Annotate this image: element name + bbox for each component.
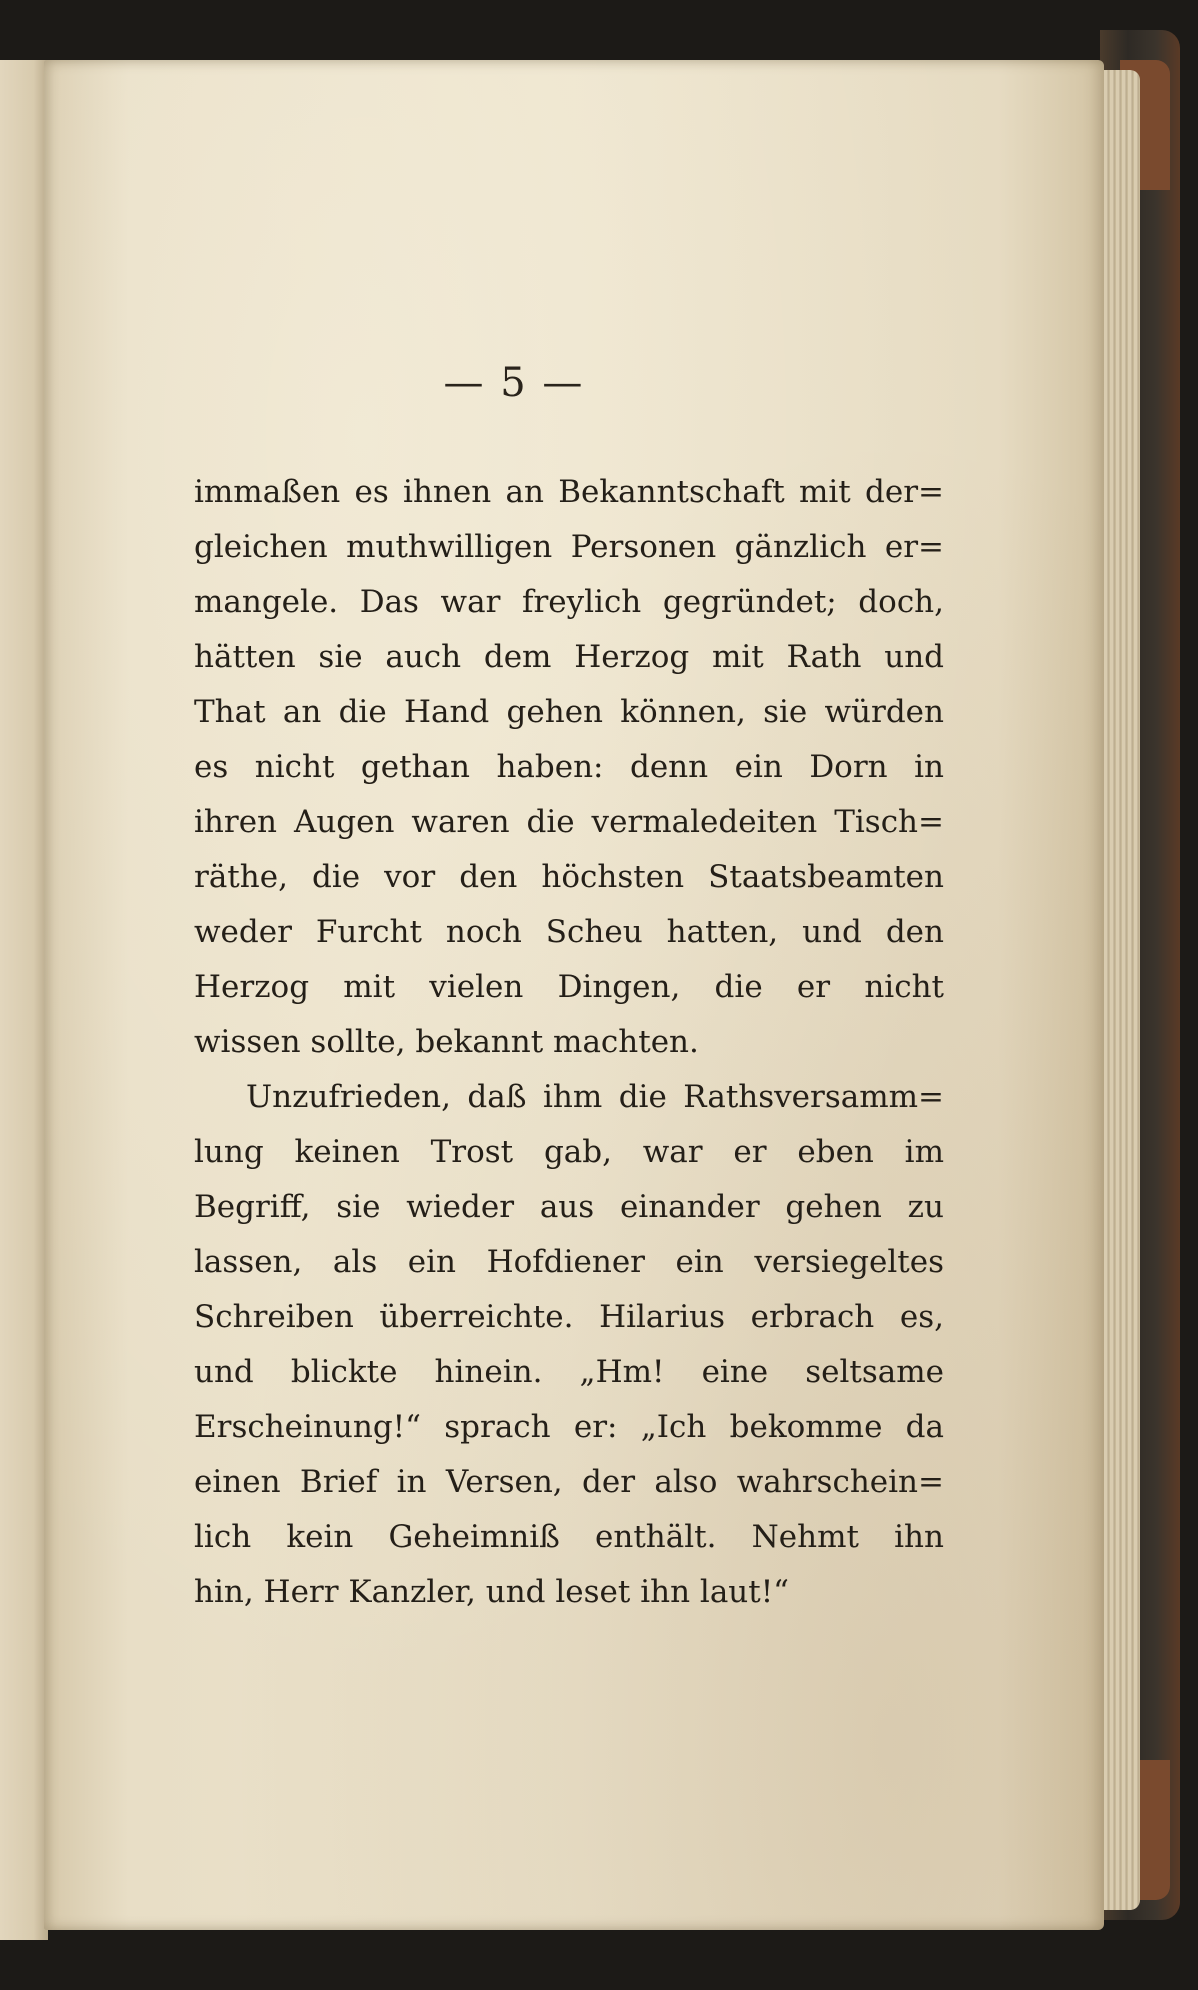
text-line: immaßen es ihnen an Bekanntschaft mit der= [194, 474, 944, 510]
text-line: es nicht gethan haben: denn ein Dorn in [194, 749, 944, 785]
facing-page-edge [0, 60, 48, 1940]
body-text [194, 465, 944, 1620]
text-line-paragraph-end: hin, Herr Kanzler, und leset ihn laut!“ [194, 1574, 790, 1610]
text-line: und blickte hinein. „Hm! eine seltsame [194, 1354, 944, 1390]
book-page [44, 60, 1104, 1930]
text-line: Begriff, sie wieder aus einander gehen zu [194, 1189, 944, 1225]
text-line: lich kein Geheimniß enthält. Nehmt ihn [194, 1519, 944, 1555]
text-line: einen Brief in Versen, der also wahrschein= [194, 1464, 944, 1500]
text-line: lung keinen Trost gab, war er eben im [194, 1134, 944, 1170]
text-line: That an die Hand gehen können, sie würden [194, 694, 944, 730]
text-line: weder Furcht noch Scheu hatten, und den [194, 914, 944, 950]
text-line: gleichen muthwilligen Personen gänzlich er= [194, 529, 944, 565]
text-line: lassen, als ein Hofdiener ein versiegeltes [194, 1244, 944, 1280]
text-line: hätten sie auch dem Herzog mit Rath und [194, 639, 944, 675]
text-line: mangele. Das war freylich gegründet; doch, [194, 584, 944, 620]
text-line: Erscheinung!“ sprach er: „Ich bekomme da [194, 1409, 944, 1445]
page-number: — 5 — [443, 360, 585, 406]
text-line: Schreiben überreichte. Hilarius erbrach es, [194, 1299, 944, 1335]
text-line: Herzog mit vielen Dingen, die er nicht [194, 969, 944, 1005]
text-line: räthe, die vor den höchsten Staatsbeamten [194, 859, 944, 895]
text-line-paragraph-start: Unzufrieden, daß ihm die Rathsversamm= [246, 1079, 944, 1115]
text-line: ihren Augen waren die vermaledeiten Tisch= [194, 804, 944, 840]
text-line-paragraph-end: wissen sollte, bekannt machten. [194, 1024, 699, 1060]
